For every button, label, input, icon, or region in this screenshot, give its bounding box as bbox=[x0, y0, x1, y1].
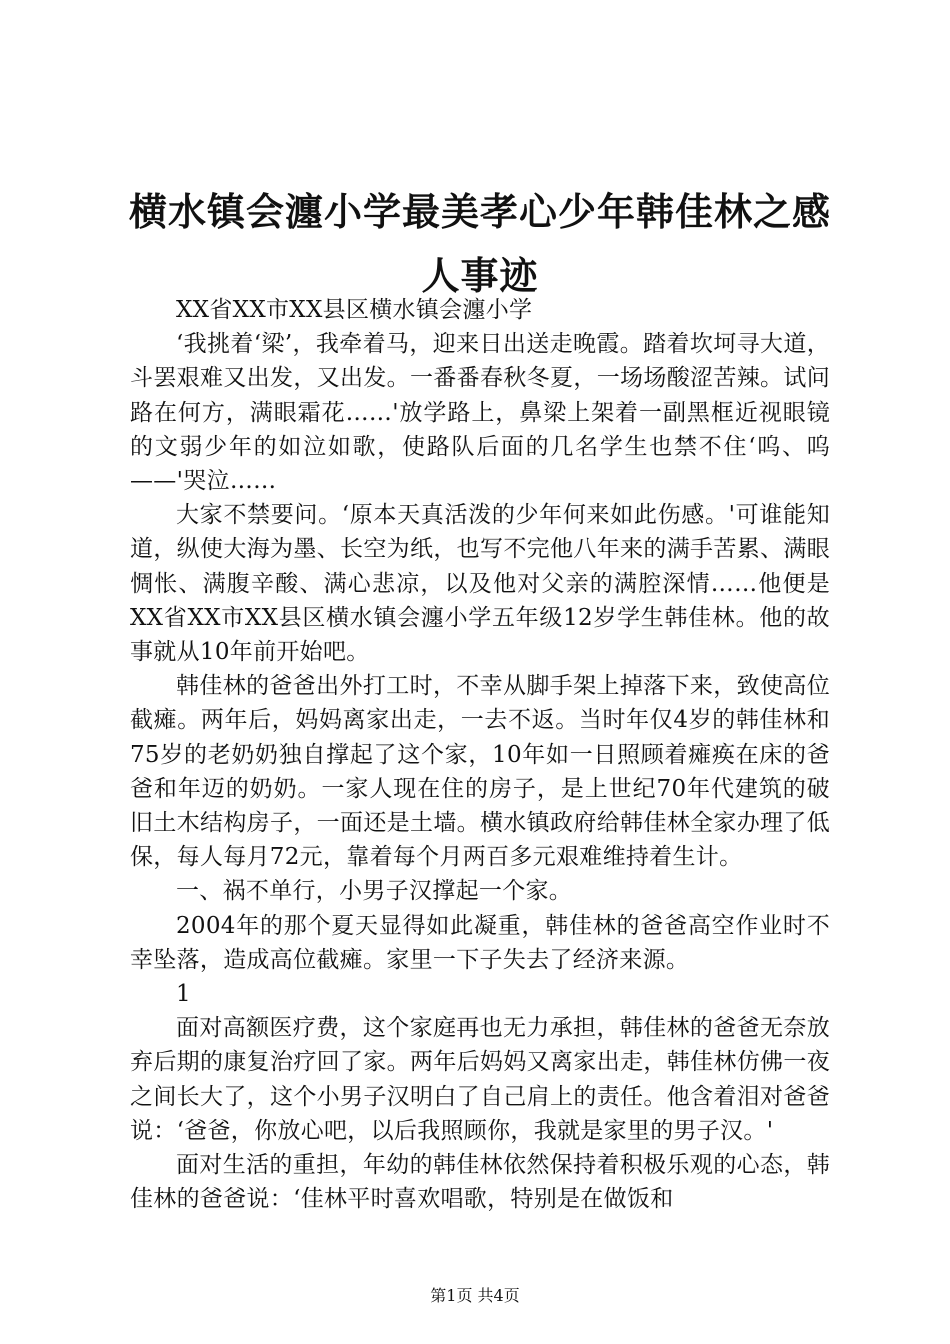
paragraph-question: 大家不禁要问。‘原本天真活泼的少年何来如此伤感。'可谁能知道，纵使大海为墨、长空为纸，也写不完他八年来的满手苦累、满眼惆怅、满腹辛酸、满心悲凉，以及他对父亲的满腔深情……他便是XX省XX市XX县区横水镇会瀍小学五年级12岁学生韩佳林。他的故事就从10年前开始吧。 bbox=[130, 502, 830, 666]
document-body bbox=[130, 293, 830, 1216]
paragraph-background: 韩佳林的爸爸出外打工时，不幸从脚手架上掉落下来，致使高位截瘫。两年后，妈妈离家出走，一去不返。当时年仅4岁的韩佳林和75岁的老奶奶独自撑起了这个家，10年如一日照顾着瘫痪在床的爸爸和年迈的奶奶。一家人现在住的房子，是上世纪70年代建筑的破旧土木结构房子，一面还是土墙。横水镇政府给韩佳林全家办理了低保，每人每月72元，靠着每个月两百多元艰难维持着生计。 bbox=[130, 673, 830, 871]
inline-number: 1 bbox=[176, 981, 191, 1008]
page-footer: 第1页 共4页 bbox=[430, 1286, 520, 1305]
paragraph-school-name: XX省XX市XX县区横水镇会瀍小学 bbox=[176, 297, 533, 323]
paragraph-song: ‘我挑着‘梁’，我牵着马，迎来日出送走晚霞。踏着坎坷寻大道，斗罢艰难又出发，又出发。一番番春秋冬夏，一场场酸涩苦辣。试问路在何方，满眼霜花……'放学路上，鼻梁上架着一副黑框近视眼镜的文弱少年的如泣如歌，使路队后面的几名学生也禁不住‘呜、呜——'哭泣…… bbox=[130, 331, 830, 495]
document-title: 横水镇会瀍小学最美孝心少年韩佳林之感人事迹 bbox=[128, 190, 831, 298]
paragraph-responsibility: 面对高额医疗费，这个家庭再也无力承担，韩佳林的爸爸无奈放弃后期的康复治疗回了家。两年后妈妈又离家出走，韩佳林仿佛一夜之间长大了，这个小男子汉明白了自己肩上的责任。他含着泪对爸爸说：‘爸爸，你放心吧，以后我照顾你，我就是家里的男子汉。' bbox=[130, 1015, 830, 1144]
paragraph-optimism: 面对生活的重担，年幼的韩佳林依然保持着积极乐观的心态，韩佳林的爸爸说：‘佳林平时喜欢唱歌，特别是在做饭和 bbox=[130, 1152, 830, 1213]
section-heading: 一、祸不单行，小男子汉撑起一个家。 bbox=[176, 878, 573, 905]
paragraph-accident: 2004年的那个夏天显得如此凝重，韩佳林的爸爸高空作业时不幸坠落，造成高位截瘫。家里一下子失去了经济来源。 bbox=[130, 912, 830, 973]
